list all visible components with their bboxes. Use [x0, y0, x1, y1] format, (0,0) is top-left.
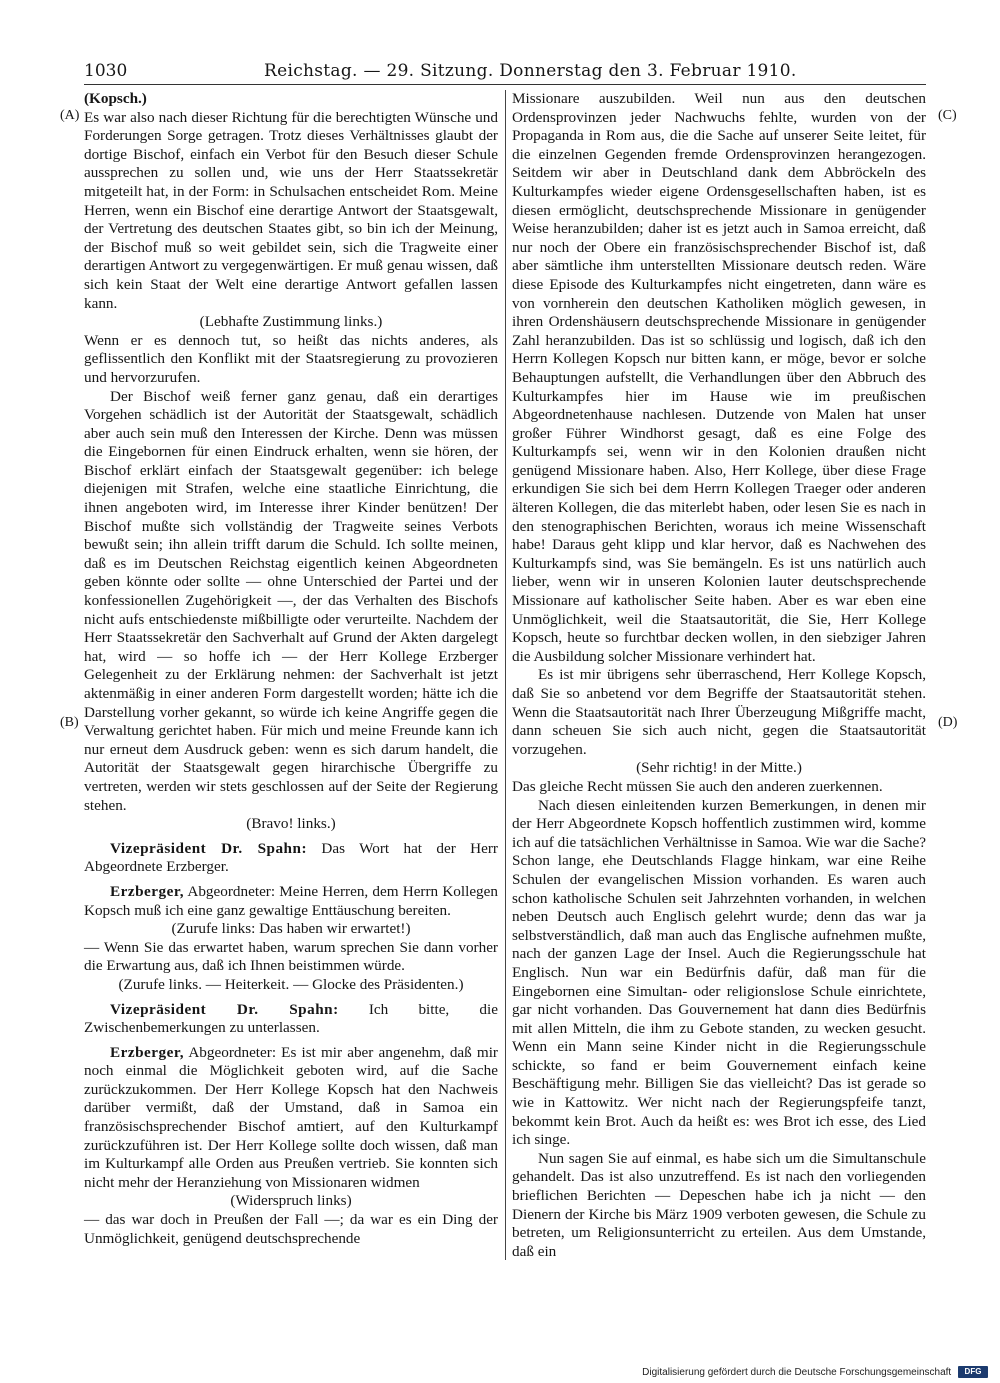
- paragraph: — Wenn Sie das erwartet haben, warum sprechen Sie dann vorher die Erwartung aus, daß ich Ihnen beistimmen würde.: [84, 938, 498, 975]
- paragraph: Das gleiche Recht müssen Sie auch den anderen zuerkennen.: [512, 777, 883, 795]
- footer-credit-text: Digitalisierung gefördert durch die Deutsche Forschungsgemeinschaft: [642, 1367, 952, 1378]
- speech-paragraph: [84, 883, 498, 920]
- speech-text: Ich bitte, die Zwischenbemerkungen zu unterlassen.: [84, 1000, 498, 1037]
- speaker-name: Vizepräsident Dr. Spahn:: [110, 1000, 339, 1018]
- speaker-name: Vizepräsident Dr. Spahn:: [110, 839, 308, 857]
- speech-paragraph: [84, 1044, 498, 1193]
- paragraph: Nun sagen Sie auf einmal, es habe sich um die Simultanschule gehandelt. Das ist also unzutreffend. Es ist nach den vorliegenden brieflichen Berichten — Depeschen habe ich ja nicht — den Dienern der Kirche bis März 1909 verboten gewesen, die Schule zu betreten, um Religionsunterricht zu erteilen. Aus dem Umstande, daß ein: [512, 1149, 926, 1260]
- paragraph: Es war also nach dieser Richtung für die berechtigten Wünsche und Forderungen Sorge getragen. Trotz dieses Verhältnisses glaubt der dortige Bischof, einfach ein Verbot für den Besuch dieser Schule aussprechen zu sollen und, wie uns der Herr Staatssekretär mitgeteilt hat, in der Form: in Schulsachen entscheidet Rom. Meine Herren, wenn ein Bischof eine derartige Antwort der Staatsgewalt, der Vertretung des deutschen Staates gibt, so bin ich der Meinung, der Bischof muß so weit gebildet sein, sich die Tragweite einer derartigen Antwort zu vergegenwärtigen. Er muß genau wissen, daß sich kein Staat der Welt eine derartige Antwort gefallen lassen kann.: [84, 108, 498, 312]
- interjection: (Zurufe links: Das haben wir erwartet!): [171, 920, 411, 938]
- speech-paragraph: [84, 840, 498, 877]
- margin-marker-a: (A): [60, 108, 80, 123]
- speaker-name: Erzberger,: [110, 1043, 185, 1061]
- interjection: (Sehr richtig! in der Mitte.): [636, 759, 802, 777]
- dfg-logo: DFG: [958, 1366, 988, 1378]
- margin-marker-c: (C): [938, 108, 957, 123]
- page-header: [84, 58, 926, 85]
- paragraph: — das war doch in Preußen der Fall —; da war es ein Ding der Unmöglichkeit, genügend deutschsprechende: [84, 1211, 498, 1247]
- speech-text: Abgeordneter: Es ist mir aber angenehm, daß mir noch einmal die Möglichkeit geboten wird, auf die Sache zurückzukommen. Der Herr Kollege Kopsch hat den Nachweis darüber vermißt, daß der Umstand, daß in Samoa ein französischsprechender Bischof amtiert, auf den Kulturkampf zurückzuführen ist. Der Herr Kollege sollte doch wissen, daß man im Kulturkampf alle Orden aus Preußen vertrieb. Sie konnten sich nicht mehr der Heranziehung von Missionaren widmen: [84, 1043, 498, 1191]
- right-column: [512, 90, 926, 1261]
- margin-marker-d: (D): [938, 715, 958, 730]
- footer-credit: [608, 1366, 988, 1380]
- paragraph: Wenn er es dennoch tut, so heißt das nichts anderes, als geflissentlich den Konflikt mit der Staatsregierung zu provozieren und hervorzurufen.: [84, 331, 498, 386]
- speaker-tag: (Kopsch.): [84, 90, 147, 107]
- margin-marker-b: (B): [60, 715, 79, 730]
- paragraph: Nach diesen einleitenden kurzen Bemerkungen, in denen mir der Herr Abgeordnete Kopsch hoffentlich zustimmen wird, komme ich auf die tatsächlichen Verhältnisse in Samoa. Wie war die Sache? Schon lange, ehe Deutschlands Flagge hinkam, war eine Reihe Schulen der evangelischen Mission vorhanden. Es waren auch schon katholische Schulen seit Jahrzehnten vorhanden, in welchen neben Deutsch auch Englisch gelehrt wurde; denn das war ja selbstverständlich, daß man auch das Englische aufnehmen mußte, nach der ganzen Lage der Insel. Auch die Regierungsschule hat Englisch. Nun war ein Bedürfnis dafür, daß man für die Eingebornen eine Simultan- oder religionslose Schule einrichtete, gar nicht vorhanden. Das Gouvernement hat dann dies Bedürfnis mit allen Mitteln, die ihm zu Gebote standen, zu wecken gesucht. Wenn ein Mann seine Kinder nicht in die Regierungsschule schickte, so fand er beim Gouvernement einfach keine Beschäftigung mehr. Billigen Sie das vielleicht? Das ist gerade so wie in Kattowitz. Wer nicht nach der Regierungspfeife tanzt, bekommt kein Brot. Auch da heißt es: wes Brot ich esse, des Lied ich singe.: [512, 796, 926, 1149]
- paragraph: Es ist mir übrigens sehr überraschend, Herr Kollege Kopsch, daß Sie so anbetend vor dem Begriffe der Staatsautorität stehen. Wenn die Staatsautorität nach Ihrer Überzeugung Mißgriffe macht, dann scheuen Sie sich auch nicht, gegen die Staatsautorität vorzugehen.: [512, 666, 926, 758]
- speaker-name: Erzberger,: [110, 882, 185, 900]
- column-divider: [505, 90, 506, 1260]
- page-number: 1030: [84, 61, 128, 81]
- paragraph: Missionare auszubilden. Weil nun aus den deutschen Ordensprovinzen jeder Nachwuchs fehlte, wurden von der Propaganda in Rom aus, die die Sache auf unserer Seite leitet, für die einzelnen Gegenden fremde Ordensprovinzen herangezogen. Seitdem wir aber in Deutschland dank dem Abbröckeln des Kulturkampfes wieder eigene Ordensgesellschaften haben, ist es diesen ermöglicht, deutschsprechende Missionare in genügender Weise heranzubilden; daher ist es jetzt auch in Samoa erreicht, daß nur noch der Obere ein französischsprechender Bischof ist, daß aber sämtliche ihm unterstellten Missionare deutsch reden. Wäre diese Episode des Kulturkampfes nicht eingetreten, dann wäre es von vornherein den deutschen Katholiken möglich gewesen, in ihren Ordenshäusern deutschsprechende Missionare in genügender Zahl heranzubilden. Das ist so schlüssig und logisch, daß ich den Herrn Kollegen Kopsch nur bitten kann, er möge, bevor er solche Behauptungen aufstellt, die Verhandlungen über den Abbruch des Kulturkampfes hier im Hause wie im preußischen Abgeordnetenhause nachlesen. Dutzende von Malen hat unser großer Führer Windhorst gesagt, daß es eine Folge des Kulturkampfs sei, wenn wir in den Kolonien draußen nicht genügend Missionare haben. Also, Herr Kollege, über diese Frage erkundigen Sie sich bei dem Herrn Kollegen Traeger oder anderen älteren Kollegen, die das miterlebt haben, oder lesen Sie es nach in den stenographischen Berichten, woraus ich meine Wissenschaft habe! Daraus geht klipp und klar hervor, daß es Nachwehen des Kulturkampfs sind, was Sie bemängeln. Es ist uns natürlich auch lieber, wenn wir in unseren Kolonien lauter deutschsprechende Missionare auf katholischer Seite haben. Aber es war eben eine Unmöglichkeit, weil die Staatsautorität, die Sie, Herr Kollege Kopsch, heute so furchtbar decken wollen, in den siebziger Jahren die Ausbildung solcher Missionare verhindert hat.: [512, 90, 926, 665]
- interjection: (Bravo! links.): [246, 815, 336, 833]
- speech-text: Das Wort hat der Herr Abgeordnete Erzberger.: [84, 839, 498, 876]
- interjection: (Zurufe links. — Heiterkeit. — Glocke des Präsidenten.): [118, 975, 464, 993]
- left-column: [84, 90, 498, 1248]
- speech-paragraph: [84, 1001, 498, 1038]
- speech-text: Abgeordneter: Meine Herren, dem Herrn Kollegen Kopsch muß ich eine ganz gewaltige Enttäuschung bereiten.: [84, 882, 498, 919]
- running-title: Reichstag. — 29. Sitzung. Donnerstag den 3. Februar 1910.: [264, 61, 797, 81]
- interjection: (Lebhafte Zustimmung links.): [199, 313, 383, 331]
- interjection: (Widerspruch links): [230, 1192, 352, 1210]
- paragraph: Der Bischof weiß ferner ganz genau, daß ein derartiges Vorgehen schädlich ist der Autorität der Staatsgewalt, schädlich aber auch sein muß den Interessen der Kirche. Denn was müssen die Eingebornen für einen Eindruck erhalten, wenn sie hören, der Bischof erklärt einfach der Staatsgewalt gegenüber: ich belege diejenigen mit Strafen, welche eine staatliche Einrichtung, die ihnen angeboten wird, im Interesse ihrer Kinder benützen! Der Bischof mußte sich vollständig der Tragweite seines Verbots bewußt sein; ihn allein trifft darum die Schuld. Ich sollte meinen, daß es im Deutschen Reichstag eigentlich keinen Abgeordneten geben könnte oder sollte — ohne Unterschied der Partei und der konfessionellen Zugehörigkeit —, der das Verhalten des Bischofs nicht aufs entschiedenste mißbilligte oder verurteilte. Nachdem der Herr Staatssekretär den Sachverhalt auf Grund der Akten dargelegt hat, wird — so hoffe ich — der Herr Kollege Erzberger Gelegenheit zu der Erklärung nehmen: der Sachverhalt ist jetzt aktenmäßig in einer anderen Form dargestellt worden; hätte ich die Darstellung vorher gekannt, so würde ich keine Angriffe gegen die Verwaltung gerichtet haben. Für mich und meine Freunde kann ich nur erneut dem Ausdruck geben: wenn es sich darum handelt, die Autorität der Staatsgewalt gegen hirarchische Übergriffe zu vertreten, werden wir stets geschlossen auf der Seite der Regierung stehen.: [84, 387, 498, 814]
